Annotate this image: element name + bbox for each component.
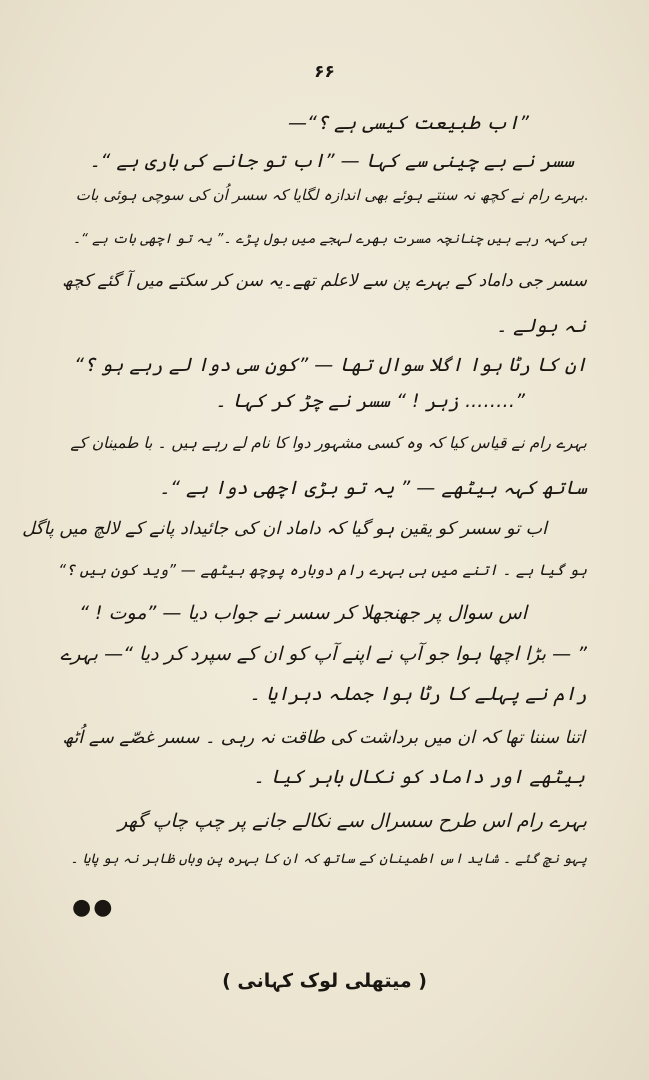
text-line-5: سسر جی داماد کے بہرے پن سے لاعلم تھے۔یہ سن کر سکتے میں آ گئے کچھ (62, 271, 587, 291)
text-line-1: ”اب طبیعت کیسی ہے ؟“— (288, 112, 529, 134)
text-line-6: نہ بولے ۔ (495, 315, 586, 337)
text-line-10: ساتھ کہہ بیٹھے — ” یہ تو بڑی اچھی دوا ہے “۔ (159, 477, 587, 499)
text-line-11: اب تو سسر کو یقین ہو گیا کہ داماد ان کی جائیداد پانے کے لالچ میں پاگل (22, 519, 547, 539)
text-line-18: بہرے رام اس طرح سسرال سے نکالے جانے پر چپ چاپ گھر (118, 810, 587, 832)
text-line-2: سسر نے بے چینی سے کہا — ”اب تو جانے کی باری ہے “۔ (89, 150, 574, 172)
text-line-14: ” — بڑا اچھا ہوا جو آپ نے اپنے آپ کو ان کے سپرد کر دیا “— بہرے (60, 643, 587, 665)
text-line-17: بیٹھے اور داماد کو نکال باہر کیا ۔ (253, 766, 585, 788)
text-line-16: اتنا سننا تھا کہ ان میں برداشت کی طاقت نہ رہی ۔ سسر غصّے سے اُٹھ (62, 728, 585, 748)
text-line-12: ہو گیا ہے ۔ اتنے میں ہی بہرے رام دوبارہ پوچھ بیٹھے — ”وید کون ہیں ؟“ (58, 561, 587, 579)
text-line-19: پہو نچ گئے ۔ شاید اس اطمینان کے ساتھ کہ ان کا بہرہ پن وہاں ظاہر نہ ہو پایا ۔ (70, 851, 587, 867)
text-line-4: ہی کہہ رہے ہیں چنانچہ مسرت بھرے لہجے میں بول پڑے ۔” یہ تو اچھی بات ہے “۔ (72, 231, 587, 247)
text-line-7: ان کا رٹا ہوا اگلا سوال تھا — ”کون سی دوا لے رہے ہو ؟“ (74, 354, 587, 376)
text-line-13: اس سوال پر جھنجھلا کر سسر نے جواب دیا — ”موت ! “ (79, 602, 527, 624)
text-line-3: .بہرے رام نے کچھ نہ سنتے ہوئے بھی اندازہ لگایا کہ سسر اُن کی سوچی ہوئی بات (75, 186, 589, 204)
page-number: ۶۶ (314, 62, 335, 82)
story-source-footer: ( میتھلی لوک کہانی ) (222, 970, 427, 992)
end-of-story-mark: ●● (72, 895, 115, 920)
text-line-9: بہرے رام نے قیاس کیا کہ وہ کسی مشہور دوا کا نام لے رہے ہیں ۔ با طمینان کے (70, 434, 587, 452)
text-line-15: رام نے پہلے کا رٹا ہوا جملہ دہرایا ۔ (249, 683, 587, 705)
text-line-8: ”…….. زہر ! “ سسر نے چڑ کر کہا ۔ (215, 390, 525, 412)
